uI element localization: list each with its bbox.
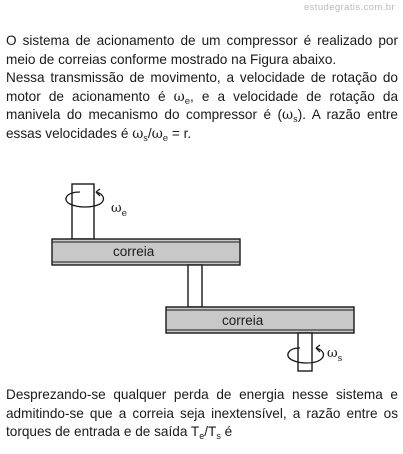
intermediate-shaft	[188, 265, 202, 307]
question-paragraph	[6, 386, 398, 442]
te-subscript: e	[199, 431, 205, 441]
torque-slash: /T	[204, 424, 217, 439]
top-belt-label: correia	[113, 244, 155, 259]
ratio-denominator: $\omega_e$	[151, 125, 169, 144]
ts-subscript: s	[216, 431, 221, 441]
text-segment: é	[220, 424, 233, 439]
text-segment: , e a velocidade de rotação da manivela do mecanismo do compressor é (	[6, 88, 399, 122]
omega-e-symbol: $\omega_e$	[173, 88, 191, 107]
omega-s-label: $\omega_s$	[327, 346, 343, 364]
text-segment: Desprezando-se qualquer perda de energia nesse sistema e admitindo-se que a correia seja inextensível, a razão entre os torques de entrada e de saída T	[6, 387, 398, 439]
transmission-paragraph	[6, 69, 398, 143]
ratio-slash: /	[147, 125, 152, 141]
ratio-numerator: $\omega_s$	[132, 125, 148, 144]
belt-drive-figure	[0, 170, 403, 380]
text-segment: = r.	[168, 125, 192, 141]
watermark: estudegratis.com.br	[303, 2, 395, 13]
bottom-belt-label: correia	[222, 313, 264, 328]
text-segment: ). A razão entre essas velocidades é	[6, 107, 398, 141]
omega-s-symbol: $\omega_s$	[282, 107, 298, 125]
output-shaft	[298, 333, 312, 371]
omega-e-label: $\omega_e$	[111, 201, 127, 219]
intro-paragraph: O sistema de acionamento de um compressor é realizado por meio de correias conforme mostrado na Figura abaixo.	[6, 33, 398, 67]
text-segment: Nessa transmissão de movimento, a velocidade de rotação do motor de acionamento é	[6, 70, 398, 104]
